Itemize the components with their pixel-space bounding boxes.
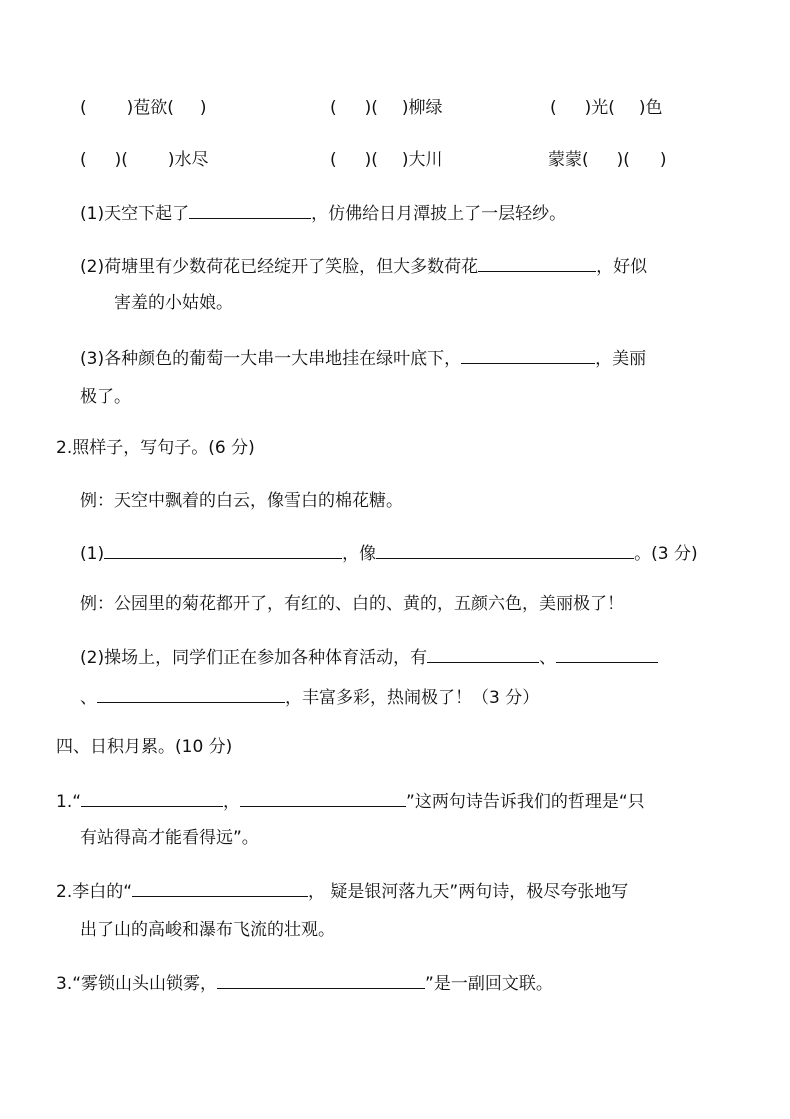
idiom-3-text: )光( — [584, 98, 615, 118]
idiom-3-text: ( — [550, 98, 557, 118]
answer-blank[interactable] — [97, 684, 285, 703]
item-number: (1) — [80, 544, 105, 564]
item-number: (2) — [80, 648, 105, 668]
idiom-6 — [548, 148, 667, 172]
sentence-text: ”这两句诗告诉我们的哲理是“只 — [406, 792, 645, 812]
question-2-title — [56, 436, 255, 460]
sentence-text: 、 — [80, 688, 97, 708]
answer-blank[interactable] — [478, 253, 596, 272]
idiom-1-text: ( — [80, 98, 87, 118]
sec4-question-1 — [56, 788, 645, 814]
answer-blank[interactable] — [81, 788, 223, 807]
section-4-title — [56, 735, 232, 759]
example-1 — [80, 489, 403, 513]
sec4-question-3 — [56, 970, 553, 996]
idiom-4-text: ) — [114, 150, 122, 170]
fill-sentence-3 — [80, 345, 646, 371]
answer-blank[interactable] — [189, 200, 311, 219]
idiom-4 — [80, 148, 209, 172]
sentence-text: 各种颜色的葡萄一大串一大串地挂在绿叶底下， — [104, 349, 462, 369]
example-2 — [80, 592, 624, 616]
idiom-3 — [550, 96, 663, 120]
item-number: (3) — [80, 349, 105, 369]
idiom-5 — [330, 148, 443, 172]
sentence-text: ，仿佛给日月潭披上了一层轻纱。 — [311, 204, 567, 224]
fill-sentence-3-cont — [80, 385, 131, 409]
sentence-text: 、 — [539, 648, 557, 668]
idiom-6-text: ( — [623, 150, 630, 170]
example-text: 例：公园里的菊花都开了，有红的、白的、黄的，五颜六色，美丽极了！ — [80, 594, 624, 614]
answer-blank[interactable] — [240, 788, 406, 807]
idiom-2-text: ( — [371, 98, 378, 118]
sentence-text: 操场上，同学们正在参加各种体育活动，有 — [104, 648, 428, 668]
answer-blank[interactable] — [427, 644, 539, 663]
item-number: (1) — [80, 204, 105, 224]
idiom-4-text: ( — [121, 150, 128, 170]
section-title: 四、日积月累。(10 分) — [56, 737, 233, 757]
sentence-text: 有站得高才能看得远”。 — [80, 828, 259, 848]
sentence-text: 荷塘里有少数荷花已经绽开了笑脸，但大多数荷花 — [104, 257, 479, 277]
sentence-text: ”是一副回文联。 — [425, 974, 553, 994]
fill-sentence-2-cont — [114, 291, 233, 315]
sentence-text: 天空下起了 — [104, 204, 190, 224]
idiom-4-text: )水尽 — [167, 150, 209, 170]
sec4-question-2-cont — [80, 918, 335, 942]
idiom-1-text: 苞欲( — [133, 98, 174, 118]
sec4-question-2 — [56, 878, 628, 904]
idiom-5-text: ) — [364, 150, 372, 170]
idiom-2-text: )柳绿 — [401, 98, 443, 118]
answer-blank[interactable] — [217, 970, 425, 989]
idiom-1-text: ) — [126, 98, 134, 118]
imitate-2 — [80, 644, 658, 670]
answer-blank[interactable] — [461, 345, 595, 364]
fill-sentence-2 — [80, 253, 647, 279]
sentence-text: 极了。 — [80, 387, 131, 407]
answer-blank[interactable] — [376, 540, 634, 559]
sentence-text: ，好似 — [596, 257, 648, 277]
idiom-2-text: ) — [364, 98, 372, 118]
answer-blank[interactable] — [132, 878, 308, 897]
question-title: 2.照样子，写句子。(6 分) — [56, 438, 255, 458]
idiom-1-text: ) — [199, 98, 207, 118]
idiom-3-text: )色 — [638, 98, 663, 118]
sentence-text: 2.李白的“ — [56, 882, 133, 902]
sentence-text: ， 疑是银河落九天”两句诗，极尽夸张地写 — [308, 882, 629, 902]
answer-blank[interactable] — [104, 540, 342, 559]
idiom-4-text: ( — [80, 150, 87, 170]
idiom-5-text: ( — [371, 150, 378, 170]
sentence-text: 1.“ — [56, 792, 82, 812]
sec4-question-1-cont — [80, 826, 259, 850]
sentence-text: 出了山的高峻和瀑布飞流的壮观。 — [80, 920, 335, 940]
idiom-6-text: ) — [659, 150, 667, 170]
idiom-2 — [330, 96, 443, 120]
idiom-1 — [80, 96, 207, 120]
idiom-6-text: 蒙蒙( — [548, 150, 589, 170]
sentence-text: 害羞的小姑娘。 — [114, 293, 233, 313]
idiom-5-text: )大川 — [401, 150, 443, 170]
sentence-text: ，美丽 — [595, 349, 647, 369]
imitate-1 — [80, 540, 698, 566]
fill-sentence-1 — [80, 200, 566, 226]
idiom-2-text: ( — [330, 98, 337, 118]
idiom-5-text: ( — [330, 150, 337, 170]
sentence-text: ，像 — [342, 544, 377, 564]
sentence-text: ，丰富多彩，热闹极了！（3 分） — [285, 688, 540, 708]
sentence-text: 。(3 分) — [634, 544, 698, 564]
imitate-2-cont — [80, 684, 539, 710]
answer-blank[interactable] — [556, 644, 658, 663]
sentence-text: 3.“雾锁山头山锁雾， — [56, 974, 218, 994]
idiom-6-text: ) — [616, 150, 624, 170]
item-number: (2) — [80, 257, 105, 277]
sentence-text: ， — [223, 792, 241, 812]
example-text: 例：天空中飘着的白云，像雪白的棉花糖。 — [80, 491, 403, 511]
